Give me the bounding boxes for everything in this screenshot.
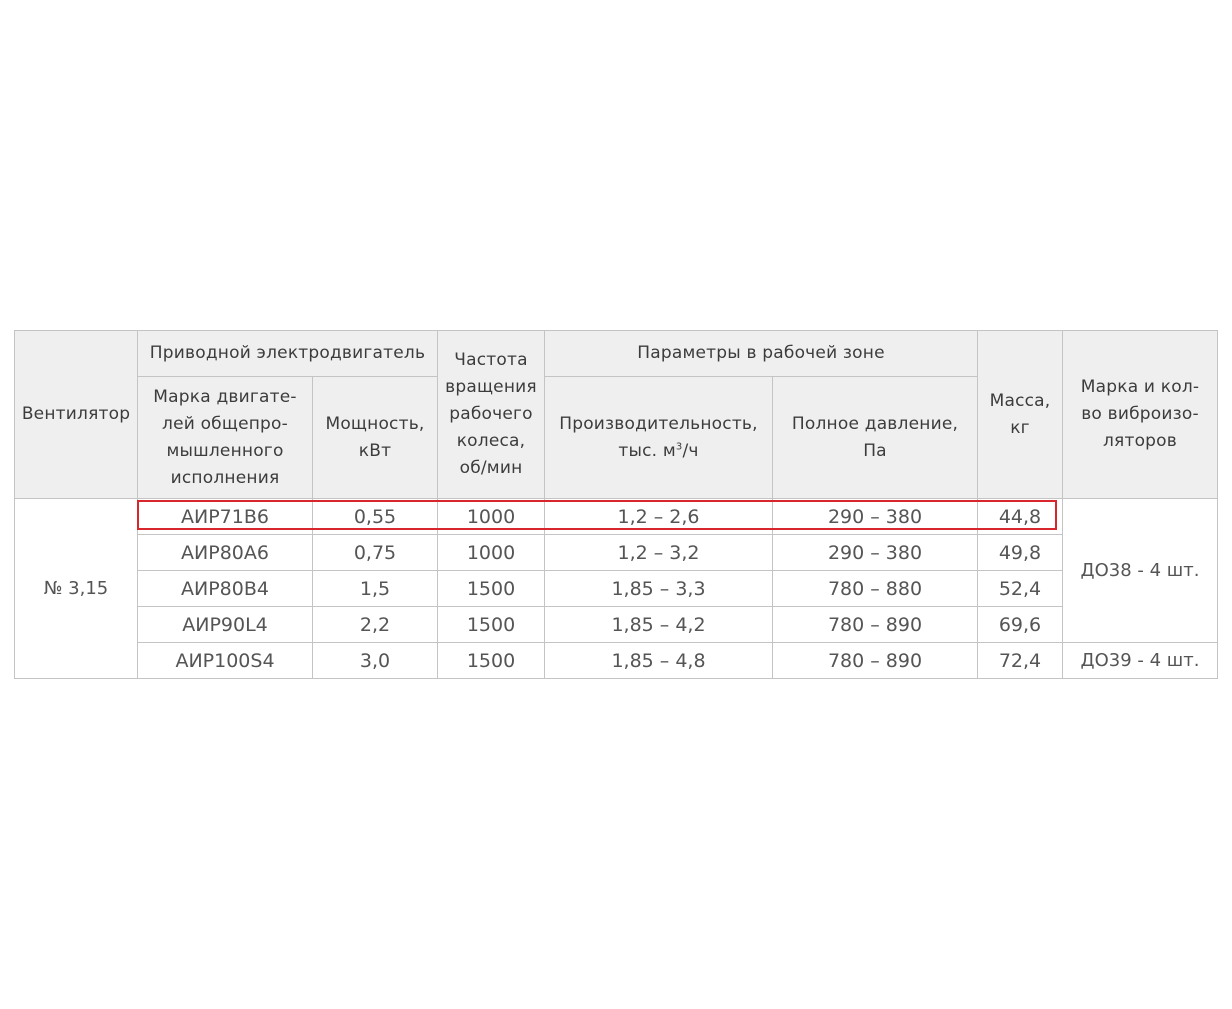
header-mass: Масса, кг: [978, 331, 1063, 499]
header-capacity-unit: /ч: [682, 440, 699, 461]
header-rotation: Частота вращения рабочего колеса, об/мин: [438, 331, 545, 499]
pressure-cell: 780 – 890: [773, 643, 978, 679]
header-fan: Вентилятор: [15, 331, 138, 499]
capacity-cell: 1,85 – 3,3: [545, 571, 773, 607]
header-capacity-text: Производительность, тыс. м: [559, 413, 758, 461]
mass-cell: 72,4: [978, 643, 1063, 679]
table-row: [15, 499, 1218, 535]
header-isolators: Марка и кол-во виброизо-ляторов: [1063, 331, 1218, 499]
header-pressure: Полное давление, Па: [773, 377, 978, 499]
pressure-cell: 780 – 880: [773, 571, 978, 607]
header-capacity: [545, 377, 773, 499]
pressure-cell: 780 – 890: [773, 607, 978, 643]
header-capacity-sup: 3: [675, 440, 683, 452]
mass-cell: 49,8: [978, 535, 1063, 571]
power-cell: 1,5: [313, 571, 438, 607]
power-cell: 2,2: [313, 607, 438, 643]
power-cell: 0,75: [313, 535, 438, 571]
table-row: [15, 535, 1218, 571]
table-row: [15, 643, 1218, 679]
header-motor-group: Приводной электродвигатель: [138, 331, 438, 377]
pressure-cell: 290 – 380: [773, 499, 978, 535]
rpm-cell: 1000: [438, 499, 545, 535]
isolators-cell: ДО38 - 4 шт.: [1063, 499, 1218, 643]
specification-table: [14, 330, 1218, 679]
motor-brand-cell: АИР90L4: [138, 607, 313, 643]
header-params-group: Параметры в рабочей зоне: [545, 331, 978, 377]
rpm-cell: 1000: [438, 535, 545, 571]
rpm-cell: 1500: [438, 607, 545, 643]
motor-brand-cell: АИР100S4: [138, 643, 313, 679]
mass-cell: 52,4: [978, 571, 1063, 607]
motor-brand-cell: АИР80А6: [138, 535, 313, 571]
capacity-cell: 1,85 – 4,8: [545, 643, 773, 679]
mass-cell: 44,8: [978, 499, 1063, 535]
capacity-cell: 1,2 – 3,2: [545, 535, 773, 571]
power-cell: 0,55: [313, 499, 438, 535]
motor-brand-cell: АИР71В6: [138, 499, 313, 535]
power-cell: 3,0: [313, 643, 438, 679]
table-row: [15, 607, 1218, 643]
header-motor-brand: Марка двигате-лей общепро-мышленного исполнения: [138, 377, 313, 499]
table-row: [15, 571, 1218, 607]
pressure-cell: 290 – 380: [773, 535, 978, 571]
motor-brand-cell: АИР80В4: [138, 571, 313, 607]
header-motor-power: Мощность, кВт: [313, 377, 438, 499]
fan-number-cell: № 3,15: [15, 499, 138, 679]
rpm-cell: 1500: [438, 571, 545, 607]
capacity-cell: 1,85 – 4,2: [545, 607, 773, 643]
capacity-cell: 1,2 – 2,6: [545, 499, 773, 535]
mass-cell: 69,6: [978, 607, 1063, 643]
rpm-cell: 1500: [438, 643, 545, 679]
isolators-cell: ДО39 - 4 шт.: [1063, 643, 1218, 679]
